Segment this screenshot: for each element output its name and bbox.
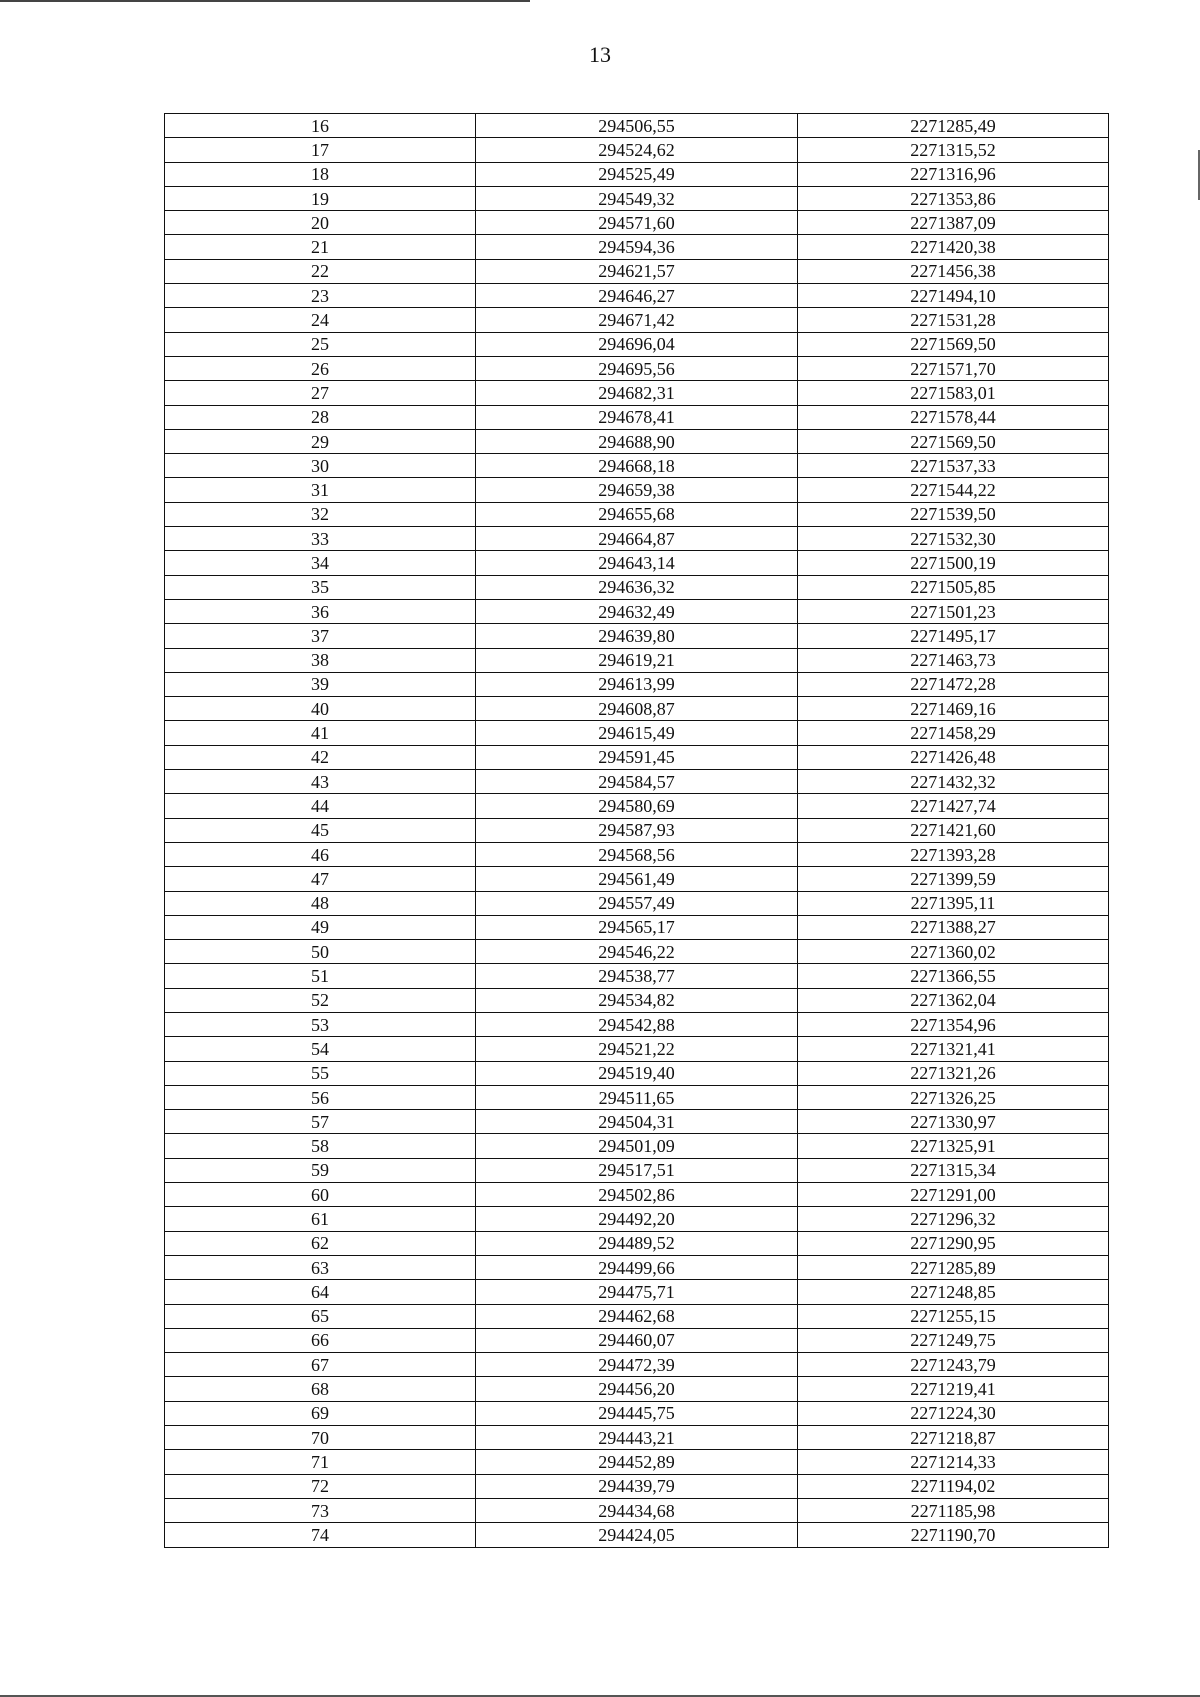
- x-coordinate-cell: 294524,62: [476, 138, 798, 162]
- point-number-cell: 69: [165, 1401, 476, 1425]
- point-number-cell: 41: [165, 721, 476, 745]
- x-coordinate-cell: 294621,57: [476, 259, 798, 283]
- y-coordinate-cell: 2271505,85: [798, 575, 1109, 599]
- point-number-cell: 38: [165, 648, 476, 672]
- y-coordinate-cell: 2271399,59: [798, 867, 1109, 891]
- table-row: [165, 356, 1109, 380]
- y-coordinate-cell: 2271315,34: [798, 1158, 1109, 1182]
- point-number-cell: 37: [165, 624, 476, 648]
- y-coordinate-cell: 2271255,15: [798, 1304, 1109, 1328]
- table-row: [165, 1134, 1109, 1158]
- x-coordinate-cell: 294460,07: [476, 1328, 798, 1352]
- table-row: [165, 1377, 1109, 1401]
- table-row: [165, 1255, 1109, 1279]
- x-coordinate-cell: 294688,90: [476, 429, 798, 453]
- x-coordinate-cell: 294646,27: [476, 284, 798, 308]
- table-row: [165, 1110, 1109, 1134]
- point-number-cell: 59: [165, 1158, 476, 1182]
- y-coordinate-cell: 2271249,75: [798, 1328, 1109, 1352]
- y-coordinate-cell: 2271501,23: [798, 599, 1109, 623]
- table-row: [165, 259, 1109, 283]
- x-coordinate-cell: 294502,86: [476, 1183, 798, 1207]
- point-number-cell: 33: [165, 527, 476, 551]
- x-coordinate-cell: 294521,22: [476, 1037, 798, 1061]
- x-coordinate-cell: 294619,21: [476, 648, 798, 672]
- x-coordinate-cell: 294584,57: [476, 770, 798, 794]
- x-coordinate-cell: 294501,09: [476, 1134, 798, 1158]
- x-coordinate-cell: 294492,20: [476, 1207, 798, 1231]
- table-row: [165, 551, 1109, 575]
- x-coordinate-cell: 294671,42: [476, 308, 798, 332]
- y-coordinate-cell: 2271578,44: [798, 405, 1109, 429]
- point-number-cell: 16: [165, 114, 476, 138]
- y-coordinate-cell: 2271463,73: [798, 648, 1109, 672]
- point-number-cell: 73: [165, 1498, 476, 1522]
- point-number-cell: 47: [165, 867, 476, 891]
- point-number-cell: 67: [165, 1353, 476, 1377]
- point-number-cell: 68: [165, 1377, 476, 1401]
- table-row: [165, 1012, 1109, 1036]
- x-coordinate-cell: 294608,87: [476, 697, 798, 721]
- x-coordinate-cell: 294565,17: [476, 915, 798, 939]
- table-row: [165, 1085, 1109, 1109]
- point-number-cell: 53: [165, 1012, 476, 1036]
- x-coordinate-cell: 294506,55: [476, 114, 798, 138]
- table-row: [165, 575, 1109, 599]
- x-coordinate-cell: 294580,69: [476, 794, 798, 818]
- y-coordinate-cell: 2271219,41: [798, 1377, 1109, 1401]
- point-number-cell: 44: [165, 794, 476, 818]
- x-coordinate-cell: 294439,79: [476, 1474, 798, 1498]
- table-row: [165, 454, 1109, 478]
- y-coordinate-cell: 2271539,50: [798, 502, 1109, 526]
- x-coordinate-cell: 294534,82: [476, 988, 798, 1012]
- y-coordinate-cell: 2271432,32: [798, 770, 1109, 794]
- x-coordinate-cell: 294643,14: [476, 551, 798, 575]
- point-number-cell: 25: [165, 332, 476, 356]
- x-coordinate-cell: 294525,49: [476, 162, 798, 186]
- point-number-cell: 63: [165, 1255, 476, 1279]
- point-number-cell: 51: [165, 964, 476, 988]
- table-row: [165, 697, 1109, 721]
- point-number-cell: 32: [165, 502, 476, 526]
- table-row: [165, 162, 1109, 186]
- y-coordinate-cell: 2271421,60: [798, 818, 1109, 842]
- y-coordinate-cell: 2271420,38: [798, 235, 1109, 259]
- point-number-cell: 54: [165, 1037, 476, 1061]
- table-row: [165, 478, 1109, 502]
- x-coordinate-cell: 294445,75: [476, 1401, 798, 1425]
- table-row: [165, 381, 1109, 405]
- table-row: [165, 235, 1109, 259]
- table-row: [165, 1353, 1109, 1377]
- y-coordinate-cell: 2271214,33: [798, 1450, 1109, 1474]
- table-row: [165, 1304, 1109, 1328]
- point-number-cell: 36: [165, 599, 476, 623]
- point-number-cell: 40: [165, 697, 476, 721]
- y-coordinate-cell: 2271469,16: [798, 697, 1109, 721]
- y-coordinate-cell: 2271571,70: [798, 356, 1109, 380]
- table-row: [165, 599, 1109, 623]
- y-coordinate-cell: 2271544,22: [798, 478, 1109, 502]
- table-row: [165, 1158, 1109, 1182]
- table-row: [165, 527, 1109, 551]
- y-coordinate-cell: 2271321,26: [798, 1061, 1109, 1085]
- y-coordinate-cell: 2271427,74: [798, 794, 1109, 818]
- x-coordinate-cell: 294591,45: [476, 745, 798, 769]
- y-coordinate-cell: 2271248,85: [798, 1280, 1109, 1304]
- x-coordinate-cell: 294557,49: [476, 891, 798, 915]
- y-coordinate-cell: 2271532,30: [798, 527, 1109, 551]
- x-coordinate-cell: 294452,89: [476, 1450, 798, 1474]
- y-coordinate-cell: 2271330,97: [798, 1110, 1109, 1134]
- x-coordinate-cell: 294456,20: [476, 1377, 798, 1401]
- y-coordinate-cell: 2271569,50: [798, 332, 1109, 356]
- point-number-cell: 31: [165, 478, 476, 502]
- x-coordinate-cell: 294424,05: [476, 1523, 798, 1547]
- y-coordinate-cell: 2271194,02: [798, 1474, 1109, 1498]
- x-coordinate-cell: 294499,66: [476, 1255, 798, 1279]
- point-number-cell: 56: [165, 1085, 476, 1109]
- x-coordinate-cell: 294664,87: [476, 527, 798, 551]
- point-number-cell: 49: [165, 915, 476, 939]
- x-coordinate-cell: 294517,51: [476, 1158, 798, 1182]
- y-coordinate-cell: 2271296,32: [798, 1207, 1109, 1231]
- y-coordinate-cell: 2271326,25: [798, 1085, 1109, 1109]
- point-number-cell: 19: [165, 186, 476, 210]
- coordinates-table-body: [165, 114, 1109, 1548]
- x-coordinate-cell: 294587,93: [476, 818, 798, 842]
- point-number-cell: 39: [165, 672, 476, 696]
- point-number-cell: 66: [165, 1328, 476, 1352]
- y-coordinate-cell: 2271290,95: [798, 1231, 1109, 1255]
- point-number-cell: 50: [165, 940, 476, 964]
- table-row: [165, 1426, 1109, 1450]
- table-row: [165, 1231, 1109, 1255]
- table-row: [165, 405, 1109, 429]
- y-coordinate-cell: 2271388,27: [798, 915, 1109, 939]
- point-number-cell: 30: [165, 454, 476, 478]
- y-coordinate-cell: 2271316,96: [798, 162, 1109, 186]
- point-number-cell: 48: [165, 891, 476, 915]
- point-number-cell: 27: [165, 381, 476, 405]
- table-row: [165, 1523, 1109, 1547]
- x-coordinate-cell: 294594,36: [476, 235, 798, 259]
- x-coordinate-cell: 294538,77: [476, 964, 798, 988]
- y-coordinate-cell: 2271395,11: [798, 891, 1109, 915]
- table-row: [165, 284, 1109, 308]
- y-coordinate-cell: 2271291,00: [798, 1183, 1109, 1207]
- table-row: [165, 429, 1109, 453]
- point-number-cell: 21: [165, 235, 476, 259]
- point-number-cell: 43: [165, 770, 476, 794]
- table-row: [165, 211, 1109, 235]
- point-number-cell: 35: [165, 575, 476, 599]
- y-coordinate-cell: 2271456,38: [798, 259, 1109, 283]
- point-number-cell: 29: [165, 429, 476, 453]
- point-number-cell: 18: [165, 162, 476, 186]
- point-number-cell: 17: [165, 138, 476, 162]
- y-coordinate-cell: 2271569,50: [798, 429, 1109, 453]
- x-coordinate-cell: 294504,31: [476, 1110, 798, 1134]
- point-number-cell: 22: [165, 259, 476, 283]
- y-coordinate-cell: 2271285,49: [798, 114, 1109, 138]
- y-coordinate-cell: 2271458,29: [798, 721, 1109, 745]
- y-coordinate-cell: 2271495,17: [798, 624, 1109, 648]
- table-row: [165, 1061, 1109, 1085]
- x-coordinate-cell: 294511,65: [476, 1085, 798, 1109]
- y-coordinate-cell: 2271500,19: [798, 551, 1109, 575]
- point-number-cell: 55: [165, 1061, 476, 1085]
- table-row: [165, 502, 1109, 526]
- x-coordinate-cell: 294613,99: [476, 672, 798, 696]
- y-coordinate-cell: 2271494,10: [798, 284, 1109, 308]
- table-row: [165, 842, 1109, 866]
- table-row: [165, 1498, 1109, 1522]
- point-number-cell: 61: [165, 1207, 476, 1231]
- y-coordinate-cell: 2271393,28: [798, 842, 1109, 866]
- y-coordinate-cell: 2271224,30: [798, 1401, 1109, 1425]
- x-coordinate-cell: 294472,39: [476, 1353, 798, 1377]
- x-coordinate-cell: 294568,56: [476, 842, 798, 866]
- y-coordinate-cell: 2271426,48: [798, 745, 1109, 769]
- y-coordinate-cell: 2271353,86: [798, 186, 1109, 210]
- point-number-cell: 34: [165, 551, 476, 575]
- point-number-cell: 42: [165, 745, 476, 769]
- point-number-cell: 64: [165, 1280, 476, 1304]
- y-coordinate-cell: 2271285,89: [798, 1255, 1109, 1279]
- point-number-cell: 52: [165, 988, 476, 1012]
- y-coordinate-cell: 2271190,70: [798, 1523, 1109, 1547]
- point-number-cell: 57: [165, 1110, 476, 1134]
- table-row: [165, 1450, 1109, 1474]
- table-row: [165, 1037, 1109, 1061]
- coordinates-table: [164, 113, 1109, 1548]
- x-coordinate-cell: 294546,22: [476, 940, 798, 964]
- table-row: [165, 1207, 1109, 1231]
- table-row: [165, 1183, 1109, 1207]
- point-number-cell: 71: [165, 1450, 476, 1474]
- y-coordinate-cell: 2271321,41: [798, 1037, 1109, 1061]
- point-number-cell: 45: [165, 818, 476, 842]
- point-number-cell: 24: [165, 308, 476, 332]
- x-coordinate-cell: 294475,71: [476, 1280, 798, 1304]
- y-coordinate-cell: 2271583,01: [798, 381, 1109, 405]
- x-coordinate-cell: 294561,49: [476, 867, 798, 891]
- point-number-cell: 28: [165, 405, 476, 429]
- table-row: [165, 940, 1109, 964]
- table-row: [165, 891, 1109, 915]
- table-row: [165, 745, 1109, 769]
- x-coordinate-cell: 294632,49: [476, 599, 798, 623]
- y-coordinate-cell: 2271360,02: [798, 940, 1109, 964]
- point-number-cell: 60: [165, 1183, 476, 1207]
- x-coordinate-cell: 294519,40: [476, 1061, 798, 1085]
- point-number-cell: 65: [165, 1304, 476, 1328]
- x-coordinate-cell: 294542,88: [476, 1012, 798, 1036]
- x-coordinate-cell: 294695,56: [476, 356, 798, 380]
- point-number-cell: 23: [165, 284, 476, 308]
- x-coordinate-cell: 294434,68: [476, 1498, 798, 1522]
- point-number-cell: 70: [165, 1426, 476, 1450]
- table-row: [165, 186, 1109, 210]
- y-coordinate-cell: 2271325,91: [798, 1134, 1109, 1158]
- y-coordinate-cell: 2271185,98: [798, 1498, 1109, 1522]
- table-row: [165, 721, 1109, 745]
- x-coordinate-cell: 294443,21: [476, 1426, 798, 1450]
- y-coordinate-cell: 2271472,28: [798, 672, 1109, 696]
- x-coordinate-cell: 294636,32: [476, 575, 798, 599]
- y-coordinate-cell: 2271315,52: [798, 138, 1109, 162]
- table-row: [165, 138, 1109, 162]
- y-coordinate-cell: 2271354,96: [798, 1012, 1109, 1036]
- table-row: [165, 794, 1109, 818]
- table-row: [165, 770, 1109, 794]
- x-coordinate-cell: 294655,68: [476, 502, 798, 526]
- point-number-cell: 46: [165, 842, 476, 866]
- x-coordinate-cell: 294696,04: [476, 332, 798, 356]
- table-row: [165, 114, 1109, 138]
- y-coordinate-cell: 2271362,04: [798, 988, 1109, 1012]
- table-row: [165, 308, 1109, 332]
- table-row: [165, 1328, 1109, 1352]
- point-number-cell: 20: [165, 211, 476, 235]
- scan-edge-top: [0, 0, 530, 2]
- x-coordinate-cell: 294489,52: [476, 1231, 798, 1255]
- y-coordinate-cell: 2271366,55: [798, 964, 1109, 988]
- table-row: [165, 915, 1109, 939]
- table-row: [165, 1280, 1109, 1304]
- x-coordinate-cell: 294571,60: [476, 211, 798, 235]
- x-coordinate-cell: 294639,80: [476, 624, 798, 648]
- table-row: [165, 867, 1109, 891]
- y-coordinate-cell: 2271531,28: [798, 308, 1109, 332]
- y-coordinate-cell: 2271218,87: [798, 1426, 1109, 1450]
- table-row: [165, 624, 1109, 648]
- point-number-cell: 26: [165, 356, 476, 380]
- point-number-cell: 72: [165, 1474, 476, 1498]
- table-row: [165, 818, 1109, 842]
- table-row: [165, 332, 1109, 356]
- table-row: [165, 1401, 1109, 1425]
- x-coordinate-cell: 294615,49: [476, 721, 798, 745]
- table-row: [165, 648, 1109, 672]
- x-coordinate-cell: 294678,41: [476, 405, 798, 429]
- x-coordinate-cell: 294659,38: [476, 478, 798, 502]
- table-row: [165, 672, 1109, 696]
- table-row: [165, 964, 1109, 988]
- point-number-cell: 62: [165, 1231, 476, 1255]
- y-coordinate-cell: 2271387,09: [798, 211, 1109, 235]
- x-coordinate-cell: 294462,68: [476, 1304, 798, 1328]
- point-number-cell: 74: [165, 1523, 476, 1547]
- table-row: [165, 1474, 1109, 1498]
- table-row: [165, 988, 1109, 1012]
- point-number-cell: 58: [165, 1134, 476, 1158]
- x-coordinate-cell: 294549,32: [476, 186, 798, 210]
- page-number: 13: [589, 42, 611, 67]
- y-coordinate-cell: 2271537,33: [798, 454, 1109, 478]
- x-coordinate-cell: 294668,18: [476, 454, 798, 478]
- x-coordinate-cell: 294682,31: [476, 381, 798, 405]
- y-coordinate-cell: 2271243,79: [798, 1353, 1109, 1377]
